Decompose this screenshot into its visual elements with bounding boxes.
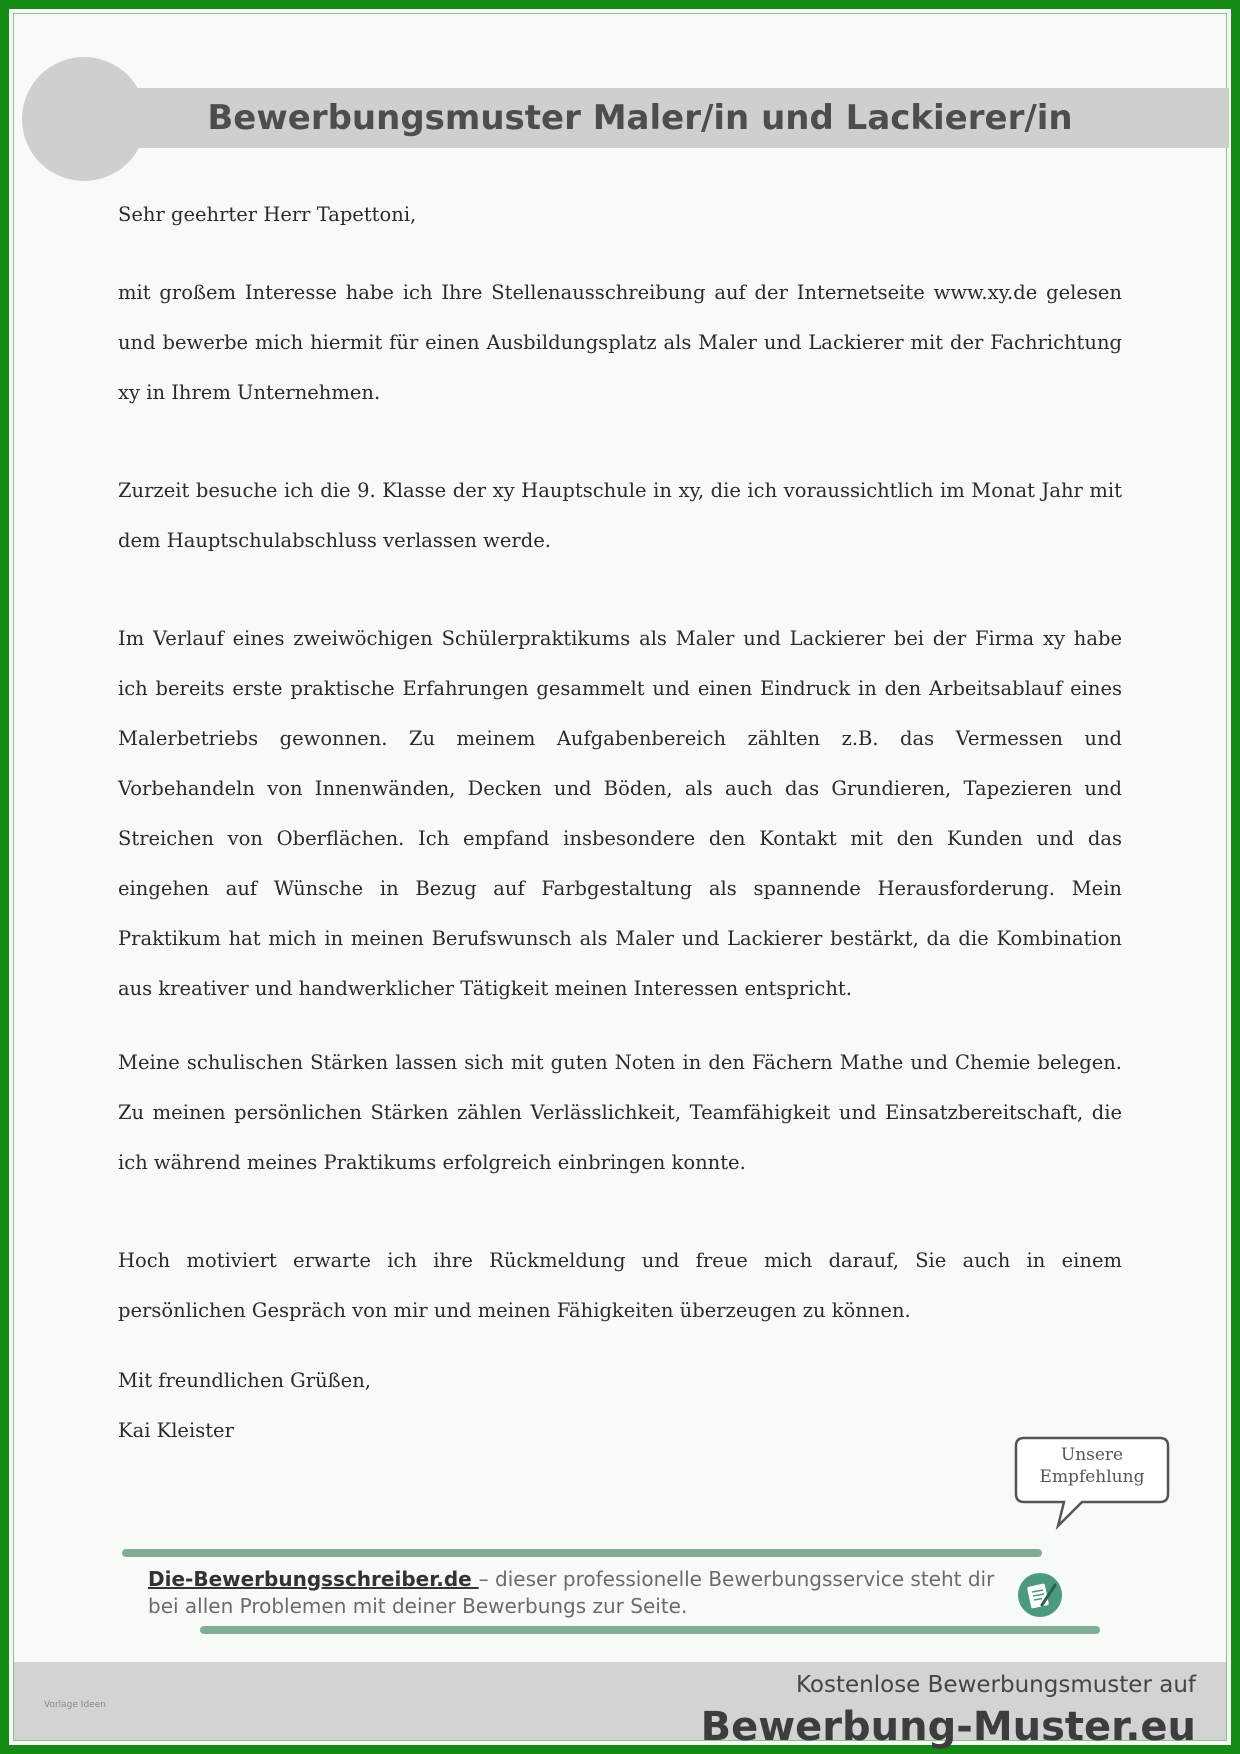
brush-stroke-bottom xyxy=(200,1626,1100,1634)
letter-salutation: Sehr geehrter Herr Tapettoni, xyxy=(118,203,417,226)
brush-stroke-top xyxy=(122,1549,1042,1557)
promo-description: – dieser professionelle Bewerbungsservice steht dir bei allen Problemen mit deiner Bewerbungs zur Seite. xyxy=(148,1567,995,1618)
letter-paragraph-2: Zurzeit besuche ich die 9. Klasse der xy Hauptschule in xy, die ich voraussichtlich im Monat Jahr mit dem Hauptschulabschluss verlassen werde. xyxy=(118,479,1122,552)
letter-paragraph-4: Meine schulischen Stärken lassen sich mit guten Noten in den Fächern Mathe und Chemie belegen. Zu meinen persönlichen Stärken zählen Verlässlichkeit, Teamfähigkeit und Einsatzbereitschaft, die ich während meines Praktikums erfolgreich einbringen konnte. xyxy=(118,1051,1122,1174)
letter-paragraph-5: Hoch motiviert erwarte ich ihre Rückmeldung und freue mich darauf, Sie auch in einem persönlichen Gespräch von mir und meinen Fähigkeiten überzeugen zu können. xyxy=(118,1249,1122,1322)
footer-tagline: Kostenlose Bewerbungsmuster auf xyxy=(796,1672,1196,1698)
pen-paper-icon xyxy=(1018,1573,1062,1617)
promo-link[interactable]: Die-Bewerbungsschreiber.de xyxy=(148,1567,479,1591)
letter-body xyxy=(118,196,1122,1456)
letter-signature: Kai Kleister xyxy=(118,1419,234,1442)
bubble-line-2: Empfehlung xyxy=(1039,1467,1145,1487)
title-circle-decoration xyxy=(22,57,146,181)
recommendation-bubble xyxy=(1014,1436,1170,1508)
bubble-line-1: Unsere xyxy=(1060,1445,1124,1465)
promo-text xyxy=(148,1566,1008,1620)
page-title: Bewerbungsmuster Maler/in und Lackierer/in xyxy=(207,98,1073,138)
letter-closing: Mit freundlichen Grüßen, xyxy=(118,1369,371,1392)
letter-paragraph-1: mit großem Interesse habe ich Ihre Stellenausschreibung auf der Internetseite www.xy.de gelesen und bewerbe mich hiermit für einen Ausbildungsplatz als Maler und Lackierer mit der Fachrichtung xy in Ihrem Unternehmen. xyxy=(118,281,1122,404)
footer-site-link[interactable]: Bewerbung-Muster.eu xyxy=(700,1704,1196,1750)
letter-paragraph-3: Im Verlauf eines zweiwöchigen Schülerpraktikums als Maler und Lackierer bei der Firma xy habe ich bereits erste praktische Erfahrungen gesammelt und einen Eindruck in den Arbeitsablauf eines Malerbetriebs gewonnen. Zu meinem Aufgabenbereich zählten z.B. das Vermessen und Vorbehandeln von Innenwänden, Decken und Böden, als auch das Grundieren, Tapezieren und Streichen von Oberflächen. Ich empfand insbesondere den Kontakt mit den Kunden und das eingehen auf Wünsche in Bezug auf Farbgestaltung als spannende Herausforderung. Mein Praktikum hat mich in meinen Berufswunsch als Maler und Lackierer bestärkt, da die Kombination aus kreativer und handwerklicher Tätigkeit meinen Interessen entspricht. xyxy=(118,627,1122,1000)
bubble-text xyxy=(1014,1444,1170,1488)
footer-small-text: Vorlage Ideen xyxy=(44,1700,106,1710)
